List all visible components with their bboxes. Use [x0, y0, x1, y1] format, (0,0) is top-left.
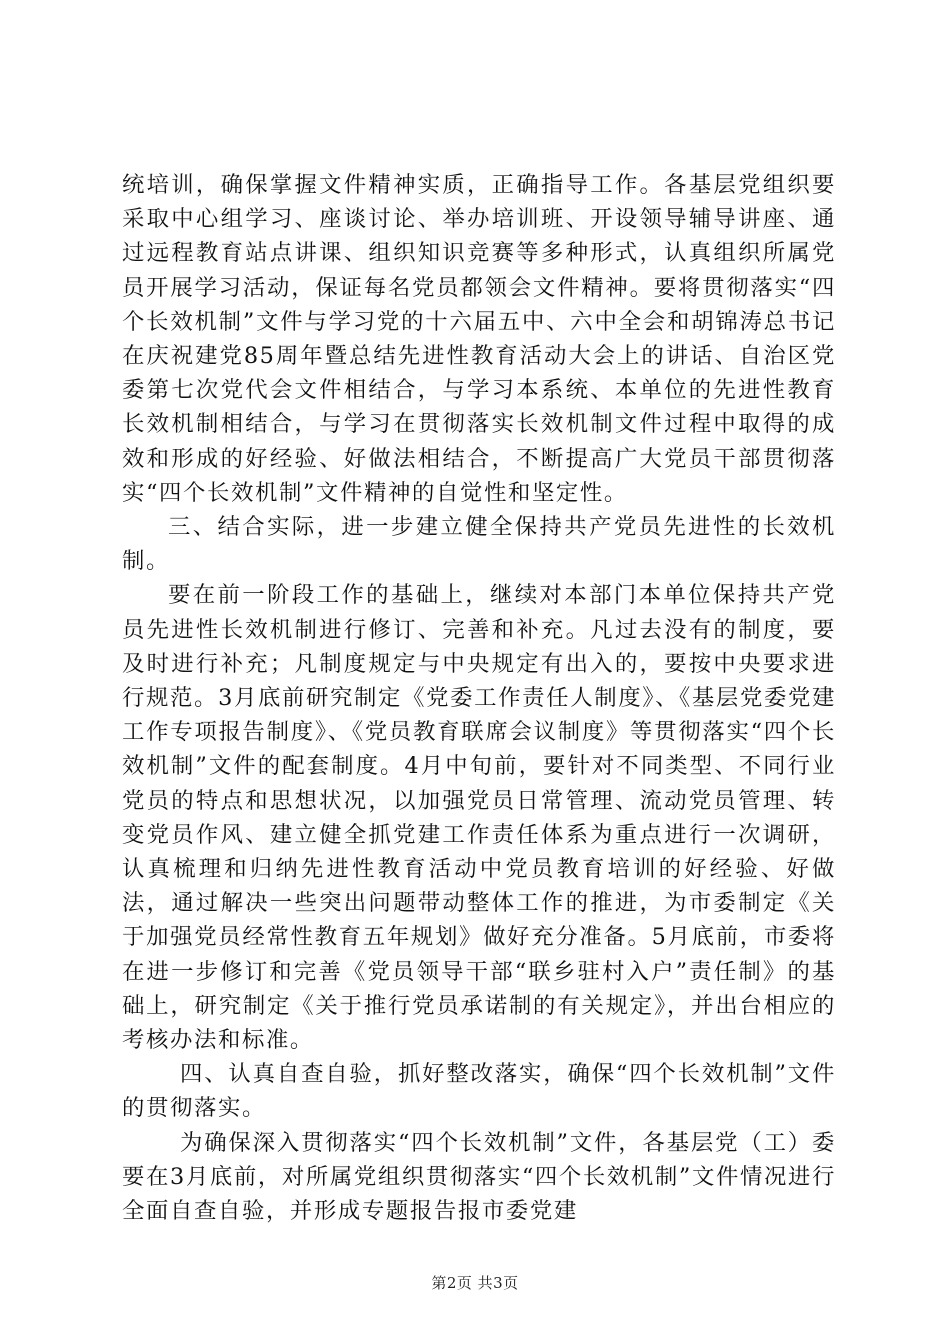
paragraph-section-4-body: 为确保深入贯彻落实“四个长效机制”文件，各基层党（工）委要在3月底前，对所属党组织贯彻落实“四个长效机制”文件情况进行全面自查自验，并形成专题报告报市委党建: [122, 1129, 836, 1225]
paragraph-continuation: 统培训，确保掌握文件精神实质，正确指导工作。各基层党组织要采取中心组学习、座谈讨论、举办培训班、开设领导辅导讲座、通过远程教育站点讲课、组织知识竞赛等多种形式，认真组织所属党员开展学习活动，保证每名党员都领会文件精神。要将贯彻落实“四个长效机制”文件与学习党的十六届五中、六中全会和胡锦涛总书记在庆祝建党85周年暨总结先进性教育活动大会上的讲话、自治区党委第七次党代会文件相结合，与学习本系统、本单位的先进性教育长效机制相结合，与学习在贯彻落实长效机制文件过程中取得的成效和形成的好经验、好做法相结合，不断提高广大党员干部贯彻落实“四个长效机制”文件精神的自觉性和坚定性。: [122, 172, 836, 506]
section-heading-3: 三、结合实际，进一步建立健全保持共产党员先进性的长效机制。: [122, 514, 836, 575]
page-footer: 第2页 共3页: [431, 1274, 519, 1292]
document-body: [122, 168, 836, 1228]
paragraph-section-3-body: 要在前一阶段工作的基础上，继续对本部门本单位保持共产党员先进性长效机制进行修订、完善和补充。凡过去没有的制度，要及时进行补充；凡制度规定与中央规定有出入的，要按中央要求进行规范。3月底前研究制定《党委工作责任人制度》、《基层党委党建工作专项报告制度》、《党员教育联席会议制度》等贯彻落实“四个长效机制”文件的配套制度。4月中旬前，要针对不同类型、不同行业党员的特点和思想状况，以加强党员日常管理、流动党员管理、转变党员作风、建立健全抓党建工作责任体系为重点进行一次调研，认真梳理和归纳先进性教育活动中党员教育培训的好经验、好做法，通过解决一些突出问题带动整体工作的推进，为市委制定《关于加强党员经常性教育五年规划》做好充分准备。5月底前，市委将在进一步修订和完善《党员领导干部“联乡驻村入户”责任制》的基础上，研究制定《关于推行党员承诺制的有关规定》，并出台相应的考核办法和标准。: [122, 582, 836, 1054]
section-heading-4: 四、认真自查自验，抓好整改落实，确保“四个长效机制”文件的贯彻落实。: [122, 1061, 836, 1122]
